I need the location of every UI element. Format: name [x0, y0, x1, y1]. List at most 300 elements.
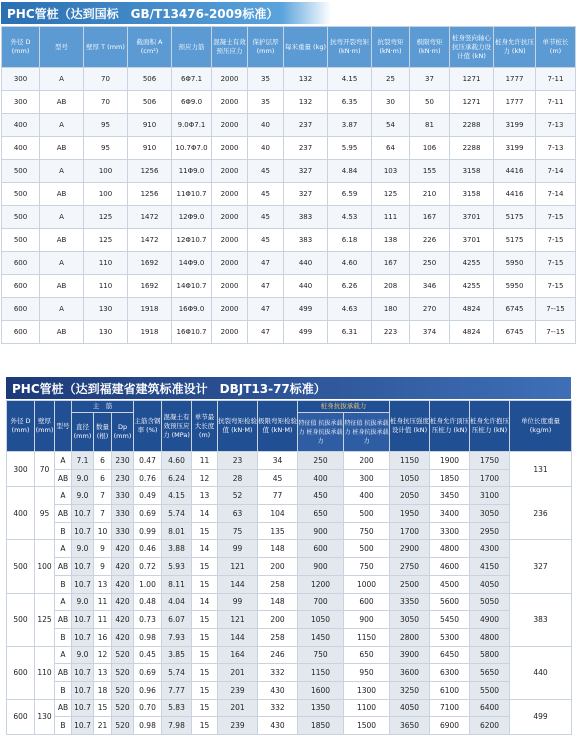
table1-header-0: 外径 D (mm): [2, 27, 40, 68]
table1-cell: 400: [2, 137, 40, 160]
table1-cell: 167: [410, 206, 450, 229]
table2-cell: 52: [218, 487, 258, 505]
table-row: [7, 575, 572, 593]
table1-header-6: 保护层厚 (mm): [248, 27, 284, 68]
table2-cell: 332: [258, 664, 298, 682]
table2-cell: 420: [112, 593, 134, 611]
table2-cell: 11: [94, 593, 112, 611]
table2-cell: 12: [94, 646, 112, 664]
table-row: [2, 229, 576, 252]
th-length: 单节最大长度 (m): [192, 401, 218, 452]
table1-cell: 10.7Φ7.0: [172, 137, 212, 160]
table1-cell: A: [40, 160, 84, 183]
table2-cell: 900: [298, 522, 344, 540]
table1-cell: 6.59: [328, 183, 372, 206]
table2-cell: 3400: [430, 505, 470, 523]
table2-cell: 201: [218, 664, 258, 682]
table1-cell: 4.15: [328, 68, 372, 91]
table2-cell: 1700: [470, 469, 510, 487]
table2-cell: 6.07: [162, 611, 192, 629]
table1-cell: 210: [410, 183, 450, 206]
table2-cell: 7.98: [162, 717, 192, 735]
table2-cell: 15: [192, 558, 218, 576]
table1-cell: A: [40, 298, 84, 321]
table2-cell: 77: [258, 487, 298, 505]
table2-cell: 1500: [344, 717, 390, 735]
table2-cell: 1700: [390, 522, 430, 540]
table1-cell: 4416: [494, 160, 536, 183]
table1-cell: 6Φ9.0: [172, 91, 212, 114]
table1-cell: 600: [2, 275, 40, 298]
table1-cell: 2000: [212, 160, 248, 183]
table2-cell: 2900: [390, 540, 430, 558]
table2-cell: 4800: [470, 628, 510, 646]
table2-cell: 148: [258, 593, 298, 611]
table2-cell: 4150: [470, 558, 510, 576]
table2-cell: 201: [218, 699, 258, 717]
table1-cell: 3.87: [328, 114, 372, 137]
table2-cell: 7.93: [162, 628, 192, 646]
table1-cell: 138: [372, 229, 410, 252]
table2-cell: 4050: [470, 575, 510, 593]
table2-cell: 1600: [298, 681, 344, 699]
table1-cell: 237: [284, 137, 328, 160]
table-row: [2, 114, 576, 137]
table2-cell: 420: [112, 540, 134, 558]
table1-cell: 1777: [494, 91, 536, 114]
table1-header-8: 抗弯开裂弯矩 (kN·m): [328, 27, 372, 68]
table1: [1, 26, 576, 344]
table2-cell: 239: [218, 681, 258, 699]
table-row: [2, 160, 576, 183]
table2-cell: 750: [344, 522, 390, 540]
table1-cell: 6Φ7.1: [172, 68, 212, 91]
table2-cell: 0.72: [134, 558, 162, 576]
table1-cell: A: [40, 252, 84, 275]
table2-cell: 15: [94, 699, 112, 717]
table1-cell: 11Φ9.0: [172, 160, 212, 183]
table1-cell: 54: [372, 114, 410, 137]
table2-cell: 1150: [298, 664, 344, 682]
table1-cell: 2000: [212, 321, 248, 344]
table1-header-11: 桩身竖向轴心抗压承载力设计值 (kN): [450, 27, 494, 68]
group-outer-d: 300: [7, 452, 35, 487]
table1-cell: 910: [128, 114, 172, 137]
table1-cell: 47: [248, 275, 284, 298]
table1-cell: 3701: [450, 206, 494, 229]
table1-cell: AB: [40, 229, 84, 252]
group-wall: 95: [35, 487, 55, 540]
table1-cell: 4.63: [328, 298, 372, 321]
table2-cell: 13: [94, 575, 112, 593]
table1-cell: 37: [410, 68, 450, 91]
table1-cell: 4.53: [328, 206, 372, 229]
table2-cell: 13: [192, 487, 218, 505]
table1-cell: 6.31: [328, 321, 372, 344]
table2-cell: 3050: [470, 505, 510, 523]
table2-cell: 5300: [430, 628, 470, 646]
table2-cell: 9.0: [72, 593, 94, 611]
table2-cell: 900: [298, 558, 344, 576]
table1-cell: 1256: [128, 160, 172, 183]
table2-cell: 3300: [430, 522, 470, 540]
table1-cell: 14Φ9.0: [172, 252, 212, 275]
table2-cell: 0.98: [134, 717, 162, 735]
table2-cell: 14: [192, 593, 218, 611]
table2-cell: B: [55, 575, 72, 593]
table2-cell: 9: [94, 540, 112, 558]
table2-cell: 3100: [470, 487, 510, 505]
table1-cell: 3199: [494, 114, 536, 137]
table2-cell: 200: [344, 452, 390, 470]
th-horizontal: 桩身抗拔承载力: [298, 401, 390, 413]
table1-cell: 125: [84, 206, 128, 229]
table1-header-row: [2, 27, 576, 68]
table2-cell: 1050: [298, 611, 344, 629]
table2-cell: 1750: [470, 452, 510, 470]
table2-cell: 650: [344, 646, 390, 664]
table2-cell: 900: [344, 611, 390, 629]
table2-cell: 23: [218, 452, 258, 470]
table1-header-10: 极限弯矩 (kN·m): [410, 27, 450, 68]
table1-cell: 4416: [494, 183, 536, 206]
table1-cell: 47: [248, 298, 284, 321]
table1-cell: 25: [372, 68, 410, 91]
table1-cell: 2000: [212, 229, 248, 252]
table2-cell: 14: [192, 505, 218, 523]
table2-cell: 6400: [470, 699, 510, 717]
table2-cell: A: [55, 646, 72, 664]
table1-cell: 5.95: [328, 137, 372, 160]
table1-cell: 64: [372, 137, 410, 160]
table1-header-1: 型号: [40, 27, 84, 68]
table2-cell: 121: [218, 558, 258, 576]
table2-cell: 1.00: [134, 575, 162, 593]
table1-cell: 300: [2, 68, 40, 91]
table2-cell: 15: [192, 681, 218, 699]
table1-cell: 12Φ10.7: [172, 229, 212, 252]
table2-cell: 1850: [430, 469, 470, 487]
table1-cell: 110: [84, 252, 128, 275]
table-row: [2, 298, 576, 321]
table2-cell: 520: [112, 664, 134, 682]
table1-cell: 4255: [450, 275, 494, 298]
table2-cell: 3350: [390, 593, 430, 611]
table2-cell: 6: [94, 452, 112, 470]
table2-cell: 13: [94, 664, 112, 682]
th-horizontal-2: 特征值 抗拔承载力 桩身抗拔承载力: [344, 413, 390, 452]
table2-cell: 18: [94, 681, 112, 699]
table1-cell: 600: [2, 252, 40, 275]
table2-cell: 10.7: [72, 664, 94, 682]
th-count: 数量 (根): [94, 413, 112, 452]
table1-cell: A: [40, 206, 84, 229]
table2-cell: 148: [258, 540, 298, 558]
table2-cell: 14: [192, 540, 218, 558]
table2-cell: 400: [298, 469, 344, 487]
table1-cell: 2000: [212, 183, 248, 206]
table1-cell: 4255: [450, 252, 494, 275]
table1-cell: 2000: [212, 91, 248, 114]
table2-cell: 300: [344, 469, 390, 487]
table2-cell: 0.45: [134, 646, 162, 664]
table1-cell: 250: [410, 252, 450, 275]
table1-cell: 6745: [494, 321, 536, 344]
table2-cell: 15: [192, 628, 218, 646]
table1-cell: 130: [84, 298, 128, 321]
table2-cell: 0.76: [134, 469, 162, 487]
table2-cell: 9.0: [72, 540, 94, 558]
table2-cell: 330: [112, 505, 134, 523]
group-wall: 125: [35, 593, 55, 646]
table1-cell: 45: [248, 229, 284, 252]
table2-cell: 230: [112, 469, 134, 487]
table2-cell: 1000: [344, 575, 390, 593]
table2-cell: 4.60: [162, 452, 192, 470]
table2-cell: 400: [344, 487, 390, 505]
group-unit-weight: 499: [510, 699, 572, 734]
table1-cell: 2288: [450, 114, 494, 137]
table-row: [2, 206, 576, 229]
table1-cell: A: [40, 68, 84, 91]
table1-cell: 6.26: [328, 275, 372, 298]
table1-cell: 1271: [450, 91, 494, 114]
table2-cell: 135: [258, 522, 298, 540]
table2-cell: 9.0: [72, 469, 94, 487]
table2-cell: 45: [258, 469, 298, 487]
table1-cell: 7-14: [536, 183, 576, 206]
table1-cell: 47: [248, 252, 284, 275]
table1-header-12: 桩身允许抗压力 (kN): [494, 27, 536, 68]
table1-cell: 16Φ10.7: [172, 321, 212, 344]
table1-cell: 226: [410, 229, 450, 252]
table1-cell: 440: [284, 275, 328, 298]
table1-cell: 7-11: [536, 68, 576, 91]
table2-cell: 520: [112, 681, 134, 699]
table2-cell: 2800: [390, 628, 430, 646]
table2-cell: 3.88: [162, 540, 192, 558]
table2-cell: 16: [94, 628, 112, 646]
table2-cell: 10.7: [72, 505, 94, 523]
table-row: [7, 628, 572, 646]
table1-cell: 45: [248, 183, 284, 206]
table2-cell: 2500: [390, 575, 430, 593]
table-row: [7, 522, 572, 540]
table1-header-2: 壁厚 T (mm): [84, 27, 128, 68]
th-dia: 直径 (mm): [72, 413, 94, 452]
group-outer-d: 500: [7, 540, 35, 593]
table1-cell: 7--15: [536, 298, 576, 321]
table-row: [7, 469, 572, 487]
table1-cell: 7-15: [536, 206, 576, 229]
table2-cell: 5500: [470, 681, 510, 699]
table2-cell: 7100: [430, 699, 470, 717]
table1-cell: 6.35: [328, 91, 372, 114]
table2-cell: 10.7: [72, 522, 94, 540]
table2-cell: 6450: [430, 646, 470, 664]
table1-cell: 70: [84, 91, 128, 114]
table2-title: PHC管桩（达到福建省建筑标准设计 DBJT13-77标准）: [6, 377, 571, 399]
th-wall: 壁厚 (mm): [35, 401, 55, 452]
th-ultimate: 极限弯矩检验值 (kN·M): [258, 401, 298, 452]
table2-cell: A: [55, 540, 72, 558]
table2-cell: 7: [94, 505, 112, 523]
group-unit-weight: 131: [510, 452, 572, 487]
table1-cell: 1918: [128, 298, 172, 321]
table2-cell: 4300: [470, 540, 510, 558]
table1-cell: 327: [284, 183, 328, 206]
table1-cell: 1256: [128, 183, 172, 206]
table1-cell: 506: [128, 68, 172, 91]
table1-cell: 2000: [212, 275, 248, 298]
table1-cell: 47: [248, 321, 284, 344]
table2-cell: AB: [55, 505, 72, 523]
table2-cell: 258: [258, 628, 298, 646]
table2: [6, 400, 572, 735]
table1-header-13: 单节桩长 (m): [536, 27, 576, 68]
table1-cell: 1692: [128, 252, 172, 275]
table2-cell: 330: [112, 522, 134, 540]
table2-cell: 5650: [470, 664, 510, 682]
table1-cell: 499: [284, 321, 328, 344]
table2-cell: 0.99: [134, 522, 162, 540]
table1-cell: 600: [2, 298, 40, 321]
table2-cell: 520: [112, 717, 134, 735]
table2-cell: 63: [218, 505, 258, 523]
table1-cell: 100: [84, 183, 128, 206]
table1-cell: 440: [284, 252, 328, 275]
table2-cell: A: [55, 487, 72, 505]
table1-cell: 500: [2, 183, 40, 206]
th-dp: Dp (mm): [112, 413, 134, 452]
table1-cell: 1918: [128, 321, 172, 344]
table1-cell: 208: [372, 275, 410, 298]
table2-cell: 1200: [298, 575, 344, 593]
table2-cell: 6: [94, 469, 112, 487]
table1-cell: 95: [84, 137, 128, 160]
table1-cell: 2000: [212, 114, 248, 137]
table1-cell: 50: [410, 91, 450, 114]
table2-cell: 5.93: [162, 558, 192, 576]
table2-cell: 1450: [298, 628, 344, 646]
table1-cell: 2000: [212, 68, 248, 91]
table1-cell: AB: [40, 275, 84, 298]
table2-cell: 650: [298, 505, 344, 523]
table-row: [7, 611, 572, 629]
group-outer-d: 600: [7, 699, 35, 734]
table1-cell: 132: [284, 91, 328, 114]
table-row: [7, 558, 572, 576]
th-prestress: 混凝土有效预压应力 (MPa): [162, 401, 192, 452]
table2-cell: 1050: [390, 469, 430, 487]
table2-cell: B: [55, 628, 72, 646]
table2-cell: 12: [192, 469, 218, 487]
table2-cell: 520: [112, 699, 134, 717]
table1-cell: 4.84: [328, 160, 372, 183]
table2-cell: 750: [344, 558, 390, 576]
table-row: [2, 183, 576, 206]
table1-cell: 4824: [450, 298, 494, 321]
table2-cell: 4800: [430, 540, 470, 558]
table1-cell: 1777: [494, 68, 536, 91]
table2-cell: 2750: [390, 558, 430, 576]
th-comp: 桩身抗压强度设计值 (kN): [390, 401, 430, 452]
table1-cell: 3158: [450, 183, 494, 206]
table2-cell: 7: [94, 487, 112, 505]
table1-cell: 1271: [450, 68, 494, 91]
table1-cell: 7-11: [536, 91, 576, 114]
table2-cell: 10.7: [72, 628, 94, 646]
table2-cell: 10.7: [72, 558, 94, 576]
table1-cell: 374: [410, 321, 450, 344]
table1-cell: 167: [372, 252, 410, 275]
table2-cell: 10.7: [72, 575, 94, 593]
table1-cell: A: [40, 114, 84, 137]
table2-cell: 28: [218, 469, 258, 487]
table2-cell: 2950: [470, 522, 510, 540]
th-crack: 抗裂弯矩检验值 (kN·M): [218, 401, 258, 452]
table2-cell: 164: [218, 646, 258, 664]
table2-cell: 0.48: [134, 593, 162, 611]
table2-cell: 104: [258, 505, 298, 523]
table1-cell: 327: [284, 160, 328, 183]
table1-cell: 270: [410, 298, 450, 321]
group-unit-weight: 327: [510, 540, 572, 593]
table1-cell: 7-15: [536, 275, 576, 298]
table2-cell: 0.69: [134, 664, 162, 682]
table1-cell: 2000: [212, 206, 248, 229]
table2-cell: 0.73: [134, 611, 162, 629]
table1-cell: 155: [410, 160, 450, 183]
table1-cell: 132: [284, 68, 328, 91]
table2-cell: 99: [218, 540, 258, 558]
table1-cell: 5950: [494, 252, 536, 275]
table2-cell: 6300: [430, 664, 470, 682]
table2-cell: 246: [258, 646, 298, 664]
table2-cell: 75: [218, 522, 258, 540]
table1-header-4: 预应力筋: [172, 27, 212, 68]
table1-cell: 3158: [450, 160, 494, 183]
table1-cell: 300: [2, 91, 40, 114]
table2-cell: 1150: [390, 452, 430, 470]
table1-cell: 2288: [450, 137, 494, 160]
table2-cell: 420: [112, 558, 134, 576]
table2-cell: AB: [55, 469, 72, 487]
table1-header-7: 每米重量 (kg): [284, 27, 328, 68]
table2-cell: 8.11: [162, 575, 192, 593]
table1-cell: 1692: [128, 275, 172, 298]
table2-cell: 99: [218, 593, 258, 611]
table1-cell: 6745: [494, 298, 536, 321]
table1-cell: 7--15: [536, 321, 576, 344]
table2-cell: 0.46: [134, 540, 162, 558]
table1-cell: 111: [372, 206, 410, 229]
table2-cell: 420: [112, 628, 134, 646]
table2-cell: 230: [112, 452, 134, 470]
table2-cell: 330: [112, 487, 134, 505]
group-wall: 100: [35, 540, 55, 593]
table2-cell: 332: [258, 699, 298, 717]
table2-cell: 0.98: [134, 628, 162, 646]
table2-cell: A: [55, 452, 72, 470]
table2-cell: 0.47: [134, 452, 162, 470]
table1-cell: 5175: [494, 229, 536, 252]
table2-cell: 4050: [390, 699, 430, 717]
table2-cell: 3650: [390, 717, 430, 735]
table1-cell: 4.60: [328, 252, 372, 275]
table2-cell: B: [55, 522, 72, 540]
table2-cell: 430: [258, 717, 298, 735]
